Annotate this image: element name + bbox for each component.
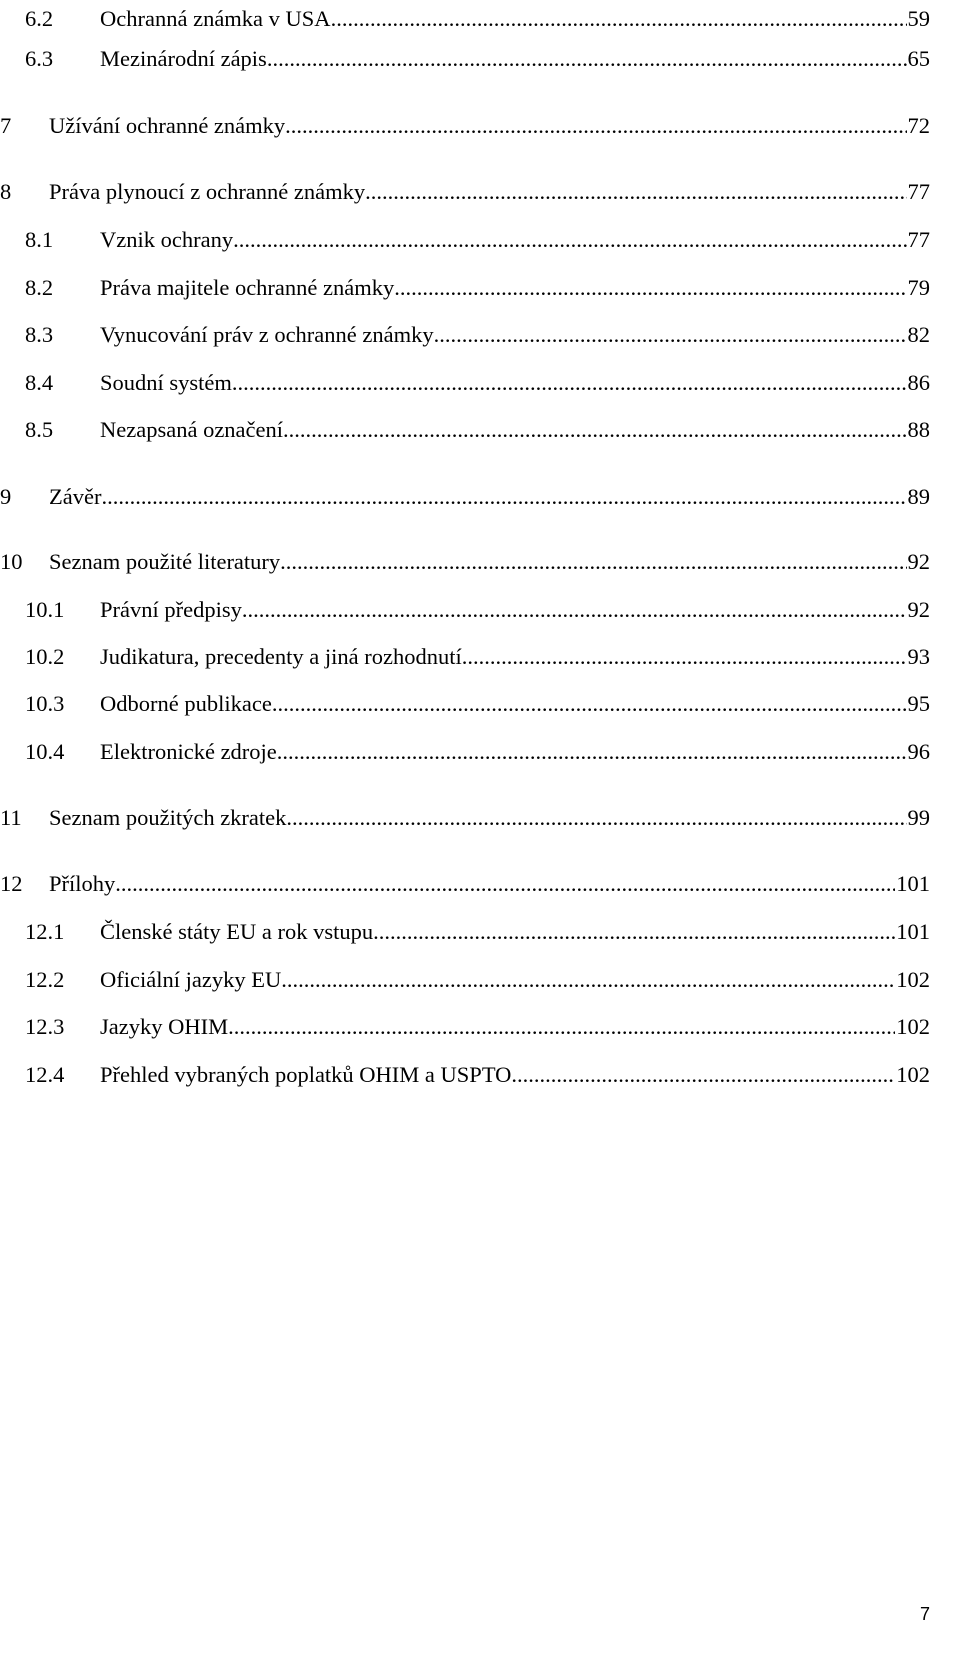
toc-entry-title: Užívání ochranné známky — [49, 113, 286, 138]
toc-entry-page: 59 — [907, 6, 930, 31]
toc-entry-number: 10.4 — [25, 739, 65, 764]
toc-entry[interactable] — [0, 917, 960, 947]
toc-entry[interactable] — [0, 642, 960, 672]
toc-entry-number: 11 — [0, 805, 22, 830]
toc-entry-title: Práva plynoucí z ochranné známky — [49, 179, 366, 204]
toc-entry-title: Oficiální jazyky EU — [100, 967, 282, 992]
toc-entry-page: 77 — [907, 227, 930, 252]
toc-entry-title: Elektronické zdroje — [100, 739, 277, 764]
toc-entry-page: 72 — [907, 113, 930, 138]
dot-leader — [232, 368, 907, 398]
toc-entry-number: 8.3 — [25, 322, 54, 347]
page-number: 7 — [919, 1604, 930, 1624]
toc-entry-page: 92 — [907, 597, 930, 622]
dot-leader — [285, 111, 906, 141]
toc-entry[interactable] — [0, 689, 960, 719]
toc-entry-page: 99 — [907, 805, 930, 830]
dot-leader — [331, 4, 907, 34]
toc-entry-page: 96 — [907, 739, 930, 764]
dot-leader — [373, 917, 895, 947]
toc-entry-page: 102 — [896, 1014, 930, 1039]
toc-entry-title: Mezinárodní zápis — [100, 46, 267, 71]
toc-entry[interactable] — [0, 737, 960, 767]
toc-entry[interactable] — [0, 869, 960, 899]
toc-entry-number: 9 — [0, 484, 12, 509]
toc-entry-page: 82 — [907, 322, 930, 347]
toc-entry-title: Jazyky OHIM — [100, 1014, 229, 1039]
toc-entry-page: 77 — [907, 179, 930, 204]
dot-leader — [101, 482, 906, 512]
dot-leader — [242, 595, 907, 625]
toc-entry-number: 10 — [0, 549, 23, 574]
toc-entry-title: Právní předpisy — [100, 597, 242, 622]
toc-entry[interactable] — [0, 482, 960, 512]
toc-entry-number: 8.2 — [25, 275, 54, 300]
toc-entry-number: 10.2 — [25, 644, 65, 669]
toc-entry-page: 89 — [907, 484, 930, 509]
toc-entry[interactable] — [0, 415, 960, 445]
toc-entry-number: 8.4 — [25, 370, 54, 395]
toc-entry-page: 95 — [907, 691, 930, 716]
dot-leader — [115, 869, 895, 899]
toc-entry-page: 93 — [907, 644, 930, 669]
toc-entry-title: Seznam použitých zkratek — [49, 805, 287, 830]
toc-entry-number: 12 — [0, 871, 23, 896]
toc-entry-number: 6.2 — [25, 6, 54, 31]
toc-entry-title: Přílohy — [49, 871, 116, 896]
dot-leader — [272, 689, 907, 719]
toc-entry[interactable] — [0, 803, 960, 833]
toc-entry[interactable] — [0, 44, 960, 74]
dot-leader — [228, 1012, 895, 1042]
dot-leader — [286, 803, 906, 833]
toc-entry[interactable] — [0, 320, 960, 350]
toc-entry[interactable] — [0, 177, 960, 207]
toc-entry-title: Soudní systém — [100, 370, 232, 395]
toc-entry[interactable] — [0, 595, 960, 625]
toc-entry-title: Práva majitele ochranné známky — [100, 275, 395, 300]
toc-entry[interactable] — [0, 547, 960, 577]
dot-leader — [511, 1060, 895, 1090]
toc-entry-number: 8.1 — [25, 227, 54, 252]
toc-entry-title: Členské státy EU a rok vstupu — [100, 919, 374, 944]
toc-entry[interactable] — [0, 225, 960, 255]
dot-leader — [434, 320, 907, 350]
dot-leader — [233, 225, 906, 255]
toc-entry-page: 92 — [907, 549, 930, 574]
toc-entry-page: 65 — [907, 46, 930, 71]
dot-leader — [281, 965, 895, 995]
toc-entry-page: 86 — [907, 370, 930, 395]
toc-entry[interactable] — [0, 4, 960, 34]
dot-leader — [283, 415, 906, 445]
toc-entry-number: 8.5 — [25, 417, 54, 442]
dot-leader — [462, 642, 907, 672]
toc-entry-title: Odborné publikace — [100, 691, 272, 716]
toc-entry-number: 6.3 — [25, 46, 54, 71]
toc-entry-number: 12.2 — [25, 967, 65, 992]
toc-entry-number: 12.3 — [25, 1014, 65, 1039]
toc-entry[interactable] — [0, 368, 960, 398]
toc-entry-page: 102 — [896, 1062, 930, 1087]
toc-entry-page: 88 — [907, 417, 930, 442]
toc-entry-number: 10.3 — [25, 691, 65, 716]
toc-entry-page: 102 — [896, 967, 930, 992]
toc-entry-number: 12.4 — [25, 1062, 65, 1087]
toc-entry[interactable] — [0, 111, 960, 141]
toc-entry-title: Judikatura, precedenty a jiná rozhodnutí — [100, 644, 462, 669]
toc-entry-title: Vznik ochrany — [100, 227, 234, 252]
dot-leader — [267, 44, 907, 74]
toc-entry-title: Vynucování práv z ochranné známky — [100, 322, 434, 347]
toc-entry-title: Nezapsaná označení — [100, 417, 284, 442]
toc-entry-number: 12.1 — [25, 919, 65, 944]
toc-entry-title: Ochranná známka v USA — [100, 6, 331, 31]
toc-entry-title: Seznam použité literatury — [49, 549, 281, 574]
dot-leader — [280, 547, 906, 577]
toc-entry-number: 10.1 — [25, 597, 65, 622]
toc-entry-page: 101 — [896, 871, 930, 896]
toc-entry-page: 101 — [896, 919, 930, 944]
toc-entry-number: 8 — [0, 179, 12, 204]
dot-leader — [277, 737, 907, 767]
toc-entry[interactable] — [0, 1060, 960, 1090]
toc-entry[interactable] — [0, 965, 960, 995]
dot-leader — [394, 273, 906, 303]
toc-entry-title: Přehled vybraných poplatků OHIM a USPTO — [100, 1062, 512, 1087]
toc-entry-page: 79 — [907, 275, 930, 300]
toc-entry[interactable] — [0, 1012, 960, 1042]
dot-leader — [365, 177, 906, 207]
toc-entry[interactable] — [0, 273, 960, 303]
toc-entry-number: 7 — [0, 113, 12, 138]
toc-entry-title: Závěr — [49, 484, 102, 509]
